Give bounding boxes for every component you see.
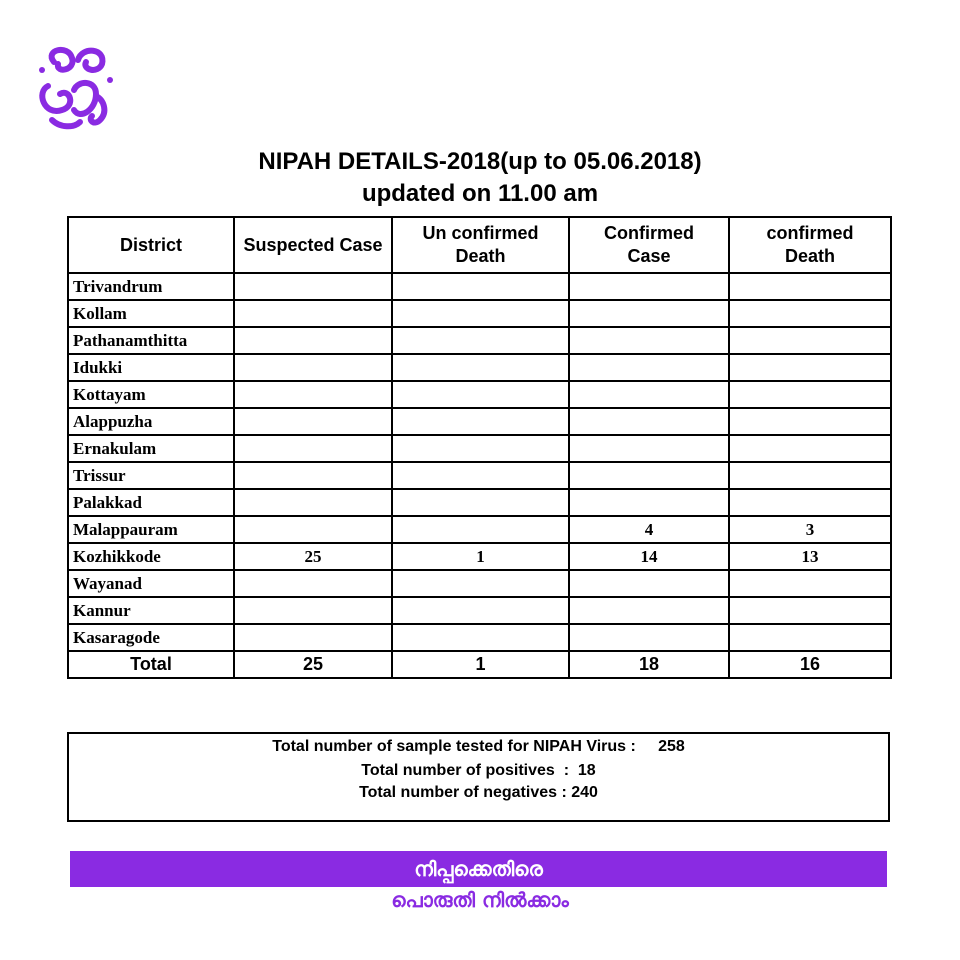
district-name: Idukki [68,354,234,381]
suspected-case-cell [234,462,392,489]
suspected-case-cell [234,300,392,327]
confirmed-case-cell [569,273,729,300]
table-row [68,543,891,570]
district-name: Malappauram [68,516,234,543]
confirmed-case-cell [569,489,729,516]
suspected-case-cell: 25 [234,543,392,570]
suspected-case-cell [234,516,392,543]
confirmed-case-cell [569,381,729,408]
confirmed-death-cell [729,327,891,354]
header-confirmed-death-line2: Death [784,246,835,266]
jagratha-logo-icon [34,40,116,130]
page-title: NIPAH DETAILS-2018(up to 05.06.2018) [258,148,702,175]
confirmed-case-cell [569,354,729,381]
confirmed-death-cell [729,408,891,435]
header-confirmed-death-line1: confirmed [766,223,854,243]
table-row [68,354,891,381]
confirmed-case-cell [569,327,729,354]
header-unconfirmed-line1: Un confirmed [422,223,539,243]
suspected-case-cell [234,273,392,300]
district-name: Palakkad [68,489,234,516]
unconfirmed-death-cell [392,570,569,597]
table-header-row [68,217,891,273]
district-name: Trissur [68,462,234,489]
summary-box [67,732,890,822]
confirmed-death-cell [729,381,891,408]
suspected-case-cell [234,408,392,435]
confirmed-case-cell [569,435,729,462]
unconfirmed-death-cell [392,516,569,543]
confirmed-death-cell [729,570,891,597]
unconfirmed-death-cell [392,300,569,327]
table-row [68,300,891,327]
header-unconfirmed-line2: Death [455,246,506,266]
table-row [68,516,891,543]
table-row [68,624,891,651]
header-suspected-case: Suspected Case [234,217,392,273]
slogan-subtext: പൊരുതി നിൽക്കാം [391,888,569,912]
suspected-case-cell [234,327,392,354]
total-unconfirmed-death: 1 [392,651,569,678]
unconfirmed-death-cell [392,462,569,489]
unconfirmed-death-cell [392,381,569,408]
suspected-case-cell [234,435,392,462]
slogan-banner: നിപ്പക്കെതിരെ [70,851,887,887]
suspected-case-cell [234,597,392,624]
confirmed-death-cell [729,354,891,381]
total-suspected-case: 25 [234,651,392,678]
confirmed-case-cell [569,408,729,435]
district-name: Kozhikkode [68,543,234,570]
unconfirmed-death-cell [392,408,569,435]
unconfirmed-death-cell [392,489,569,516]
page-subtitle: updated on 11.00 am [361,180,599,207]
header-confirmed-case-line1: Confirmed [604,223,694,243]
total-confirmed-death: 16 [729,651,891,678]
table-row [68,273,891,300]
header-confirmed-case [569,217,729,273]
confirmed-death-cell [729,435,891,462]
samples-tested-line: Total number of sample tested for NIPAH Virus : 258 [272,738,685,755]
confirmed-case-cell: 14 [569,543,729,570]
confirmed-case-cell: 4 [569,516,729,543]
unconfirmed-death-cell [392,624,569,651]
total-label: Total [68,651,234,678]
confirmed-case-cell [569,597,729,624]
district-name: Pathanamthitta [68,327,234,354]
table-row [68,489,891,516]
total-row [68,651,891,678]
negatives-line: Total number of negatives : 240 [359,784,598,801]
suspected-case-cell [234,570,392,597]
confirmed-case-cell [569,462,729,489]
suspected-case-cell [234,489,392,516]
suspected-case-cell [234,381,392,408]
district-name: Kottayam [68,381,234,408]
suspected-case-cell [234,354,392,381]
district-name: Kollam [68,300,234,327]
district-name: Ernakulam [68,435,234,462]
district-name: Alappuzha [68,408,234,435]
confirmed-case-cell [569,300,729,327]
table-row [68,462,891,489]
confirmed-case-cell [569,570,729,597]
district-name: Kannur [68,597,234,624]
table-row [68,327,891,354]
confirmed-death-cell [729,597,891,624]
suspected-case-cell [234,624,392,651]
unconfirmed-death-cell [392,435,569,462]
table-row [68,381,891,408]
confirmed-death-cell [729,489,891,516]
confirmed-death-cell [729,624,891,651]
district-name: Trivandrum [68,273,234,300]
table-row [68,408,891,435]
header-district: District [68,217,234,273]
district-name: Wayanad [68,570,234,597]
logo-graphic [34,40,116,130]
nipah-details-table [67,216,892,679]
confirmed-death-cell: 13 [729,543,891,570]
confirmed-death-cell [729,273,891,300]
header-confirmed-death [729,217,891,273]
confirmed-death-cell [729,300,891,327]
district-name: Kasaragode [68,624,234,651]
table-row [68,597,891,624]
positives-line: Total number of positives : 18 [361,762,596,779]
unconfirmed-death-cell [392,327,569,354]
unconfirmed-death-cell [392,597,569,624]
header-confirmed-case-line2: Case [627,246,671,266]
unconfirmed-death-cell [392,273,569,300]
confirmed-death-cell [729,462,891,489]
header-unconfirmed-death [392,217,569,273]
table-row [68,570,891,597]
unconfirmed-death-cell [392,354,569,381]
confirmed-death-cell: 3 [729,516,891,543]
table-row [68,435,891,462]
total-confirmed-case: 18 [569,651,729,678]
confirmed-case-cell [569,624,729,651]
unconfirmed-death-cell: 1 [392,543,569,570]
